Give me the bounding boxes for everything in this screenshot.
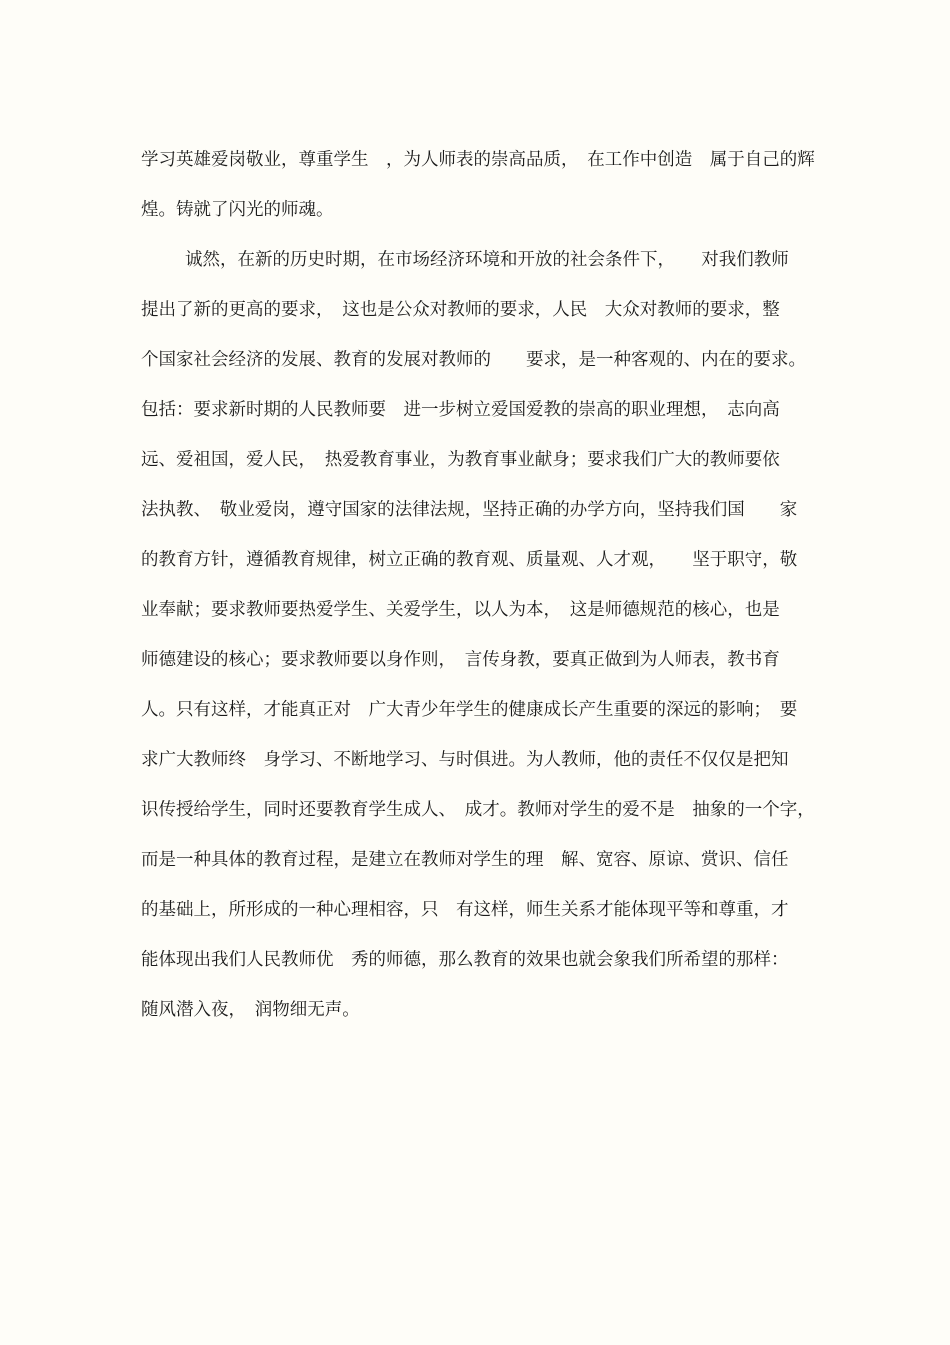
text-line-4: 提出了新的更高的要求， 这也是公众对教师的要求，人民 大众对教师的要求，整 — [141, 300, 780, 320]
text-line-2: 煌。铸就了闪光的师魂。 — [141, 200, 334, 220]
text-line-17: 能体现出我们人民教师优 秀的师德，那么教育的效果也就会象我们所希望的那样： — [141, 950, 789, 970]
text-line-14: 识传授给学生，同时还要教育学生成人、 成才。教师对学生的爱不是 抽象的一个字， — [141, 800, 815, 820]
text-line-12: 人。只有这样，才能真正对 广大青少年学生的健康成长产生重要的深远的影响； 要 — [141, 700, 798, 720]
text-line-7: 远、爱祖国，爱人民， 热爱教育事业，为教育事业献身；要求我们广大的教师要依 — [141, 450, 780, 470]
text-line-1: 学习英雄爱岗敬业，尊重学生 ，为人师表的崇高品质， 在工作中创造 属于自己的辉 — [141, 150, 815, 170]
text-line-11: 师德建设的核心；要求教师要以身作则， 言传身教，要真正做到为人师表，教书育 — [141, 650, 780, 670]
text-line-8: 法执教、 敬业爱岗，遵守国家的法律法规，坚持正确的办学方向，坚持我们国 家 — [141, 500, 798, 520]
text-line-13: 求广大教师终 身学习、不断地学习、与时俱进。为人教师，他的责任不仅仅是把知 — [141, 750, 789, 770]
text-line-9: 的教育方针，遵循教育规律，树立正确的教育观、质量观、人才观， 坚于职守，敬 — [141, 550, 798, 570]
text-line-5: 个国家社会经济的发展、教育的发展对教师的 要求，是一种客观的、内在的要求。 — [141, 350, 806, 370]
text-line-3: 诚然，在新的历史时期，在市场经济环境和开放的社会条件下， 对我们教师 — [185, 250, 789, 270]
text-line-10: 业奉献；要求教师要热爱学生、关爱学生，以人为本， 这是师德规范的核心，也是 — [141, 600, 780, 620]
text-line-18: 随风潜入夜， 润物细无声。 — [141, 1000, 360, 1020]
text-line-6: 包括：要求新时期的人民教师要 进一步树立爱国爱教的崇高的职业理想， 志向高 — [141, 400, 780, 420]
text-line-16: 的基础上，所形成的一种心理相容，只 有这样，师生关系才能体现平等和尊重，才 — [141, 900, 789, 920]
text-line-15: 而是一种具体的教育过程，是建立在教师对学生的理 解、宽容、原谅、赏识、信任 — [141, 850, 789, 870]
